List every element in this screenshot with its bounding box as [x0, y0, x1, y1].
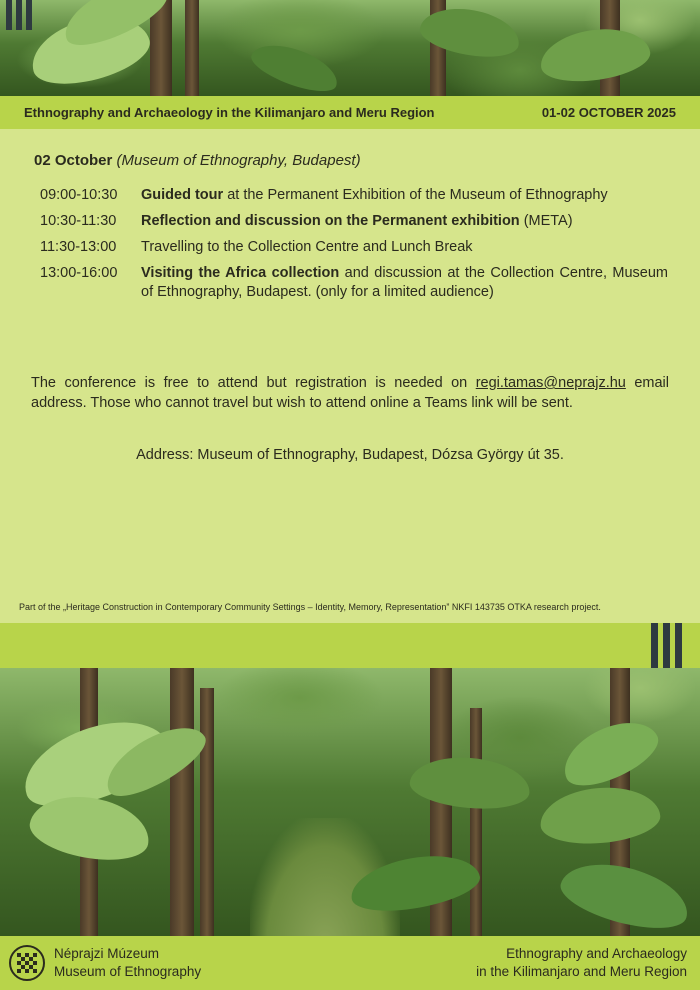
- venue-address: Address: Museum of Ethnography, Budapest, Dózsa György út 35.: [136, 447, 564, 463]
- decorative-stripes: [6, 0, 32, 30]
- schedule-row: [40, 186, 668, 205]
- project-footnote: Part of the „Heritage Construction in Contemporary Community Settings – Identity, Memory, Representation” NKFI 143735 OTKA research project.: [19, 602, 601, 612]
- schedule: [40, 186, 668, 309]
- schedule-highlight: Visiting the Africa collection: [141, 265, 340, 281]
- schedule-text: at the Permanent Exhibition of the Museum of Ethnography: [223, 187, 608, 203]
- event-date: 01-02 OCTOBER 2025: [541, 105, 676, 120]
- schedule-description: [141, 238, 668, 257]
- day-date: 02 October: [34, 152, 113, 169]
- footer-title-line-1: Ethnography and Archaeology: [506, 946, 687, 961]
- notice-text: The conference is free to attend but registration is needed on: [31, 375, 476, 391]
- schedule-description: [141, 212, 668, 231]
- schedule-text: and discussion at the Collection Centre, Museum of Ethnography, Budapest. (only for a limited audience): [141, 265, 668, 300]
- museum-names: [54, 945, 201, 981]
- schedule-description: [141, 264, 668, 302]
- museum-name-english: Museum of Ethnography: [54, 964, 202, 979]
- jungle-photo: [0, 668, 700, 936]
- schedule-row: [40, 238, 668, 257]
- schedule-text: (META): [519, 213, 573, 229]
- decorative-stripes: [651, 623, 682, 668]
- schedule-row: [40, 212, 668, 231]
- schedule-time: 11:30-13:00: [40, 239, 117, 255]
- footer-title-line-2: in the Kilimanjaro and Meru Region: [476, 964, 687, 979]
- day-heading: [34, 152, 361, 169]
- schedule-time: 13:00-16:00: [40, 265, 118, 281]
- schedule-text: Travelling to the Collection Centre and Lunch Break: [141, 239, 473, 255]
- registration-notice: [31, 373, 669, 413]
- divider-band: [0, 623, 700, 668]
- schedule-description: [141, 186, 668, 205]
- day-venue: (Museum of Ethnography, Budapest): [116, 152, 361, 169]
- event-title: Ethnography and Archaeology in the Kilimanjaro and Meru Region: [24, 105, 435, 120]
- registration-email-link[interactable]: regi.tamas@neprajz.hu: [475, 375, 626, 391]
- header-band: [0, 96, 700, 129]
- schedule-time: 10:30-11:30: [40, 213, 117, 229]
- museum-name-hungarian: Néprajzi Múzeum: [54, 946, 160, 961]
- schedule-highlight: Guided tour: [141, 187, 224, 203]
- schedule-highlight: Reflection and discussion on the Permanent exhibition: [141, 213, 520, 229]
- notice-text-continued: email address. Those who cannot travel but wish to attend online a Teams link will be sent.: [31, 375, 669, 411]
- header-photo: [0, 0, 700, 96]
- footer-event-title: [476, 945, 687, 981]
- museum-logo-icon: [9, 945, 45, 981]
- schedule-time: 09:00-10:30: [40, 187, 118, 203]
- schedule-row: [40, 264, 668, 302]
